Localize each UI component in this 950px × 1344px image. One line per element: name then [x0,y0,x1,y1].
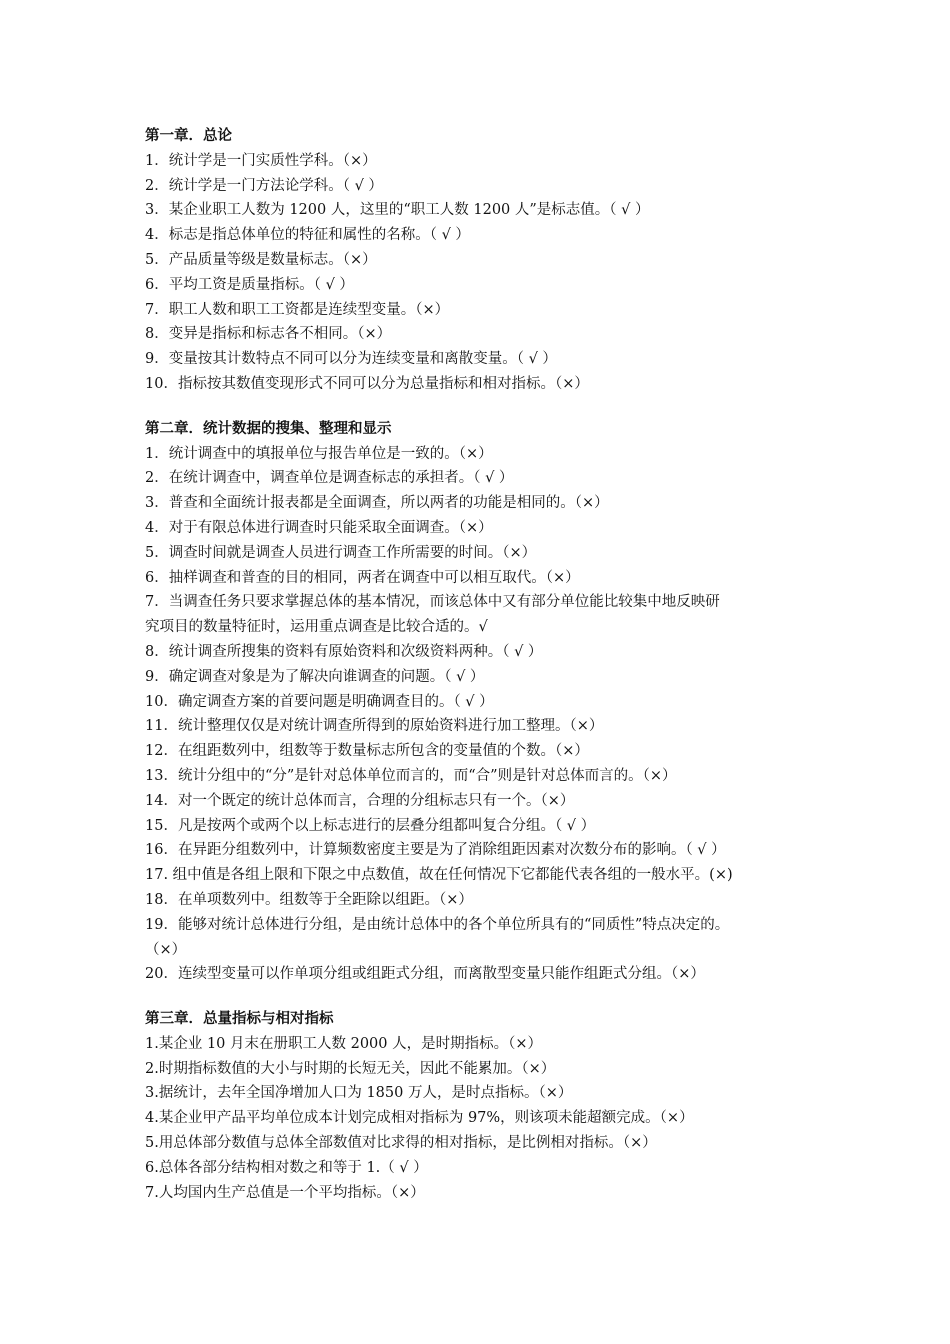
question-item: 11．统计整理仅仅是对统计调查所得到的原始资料进行加工整理。（×） [145,718,604,735]
question-item: 5．产品质量等级是数量标志。（×） [145,251,377,268]
question-item: 15．凡是按两个或两个以上标志进行的层叠分组都叫复合分组。（ √ ） [145,817,596,834]
chapter-section [145,1007,835,1205]
question-item: 6．平均工资是质量指标。（ √ ） [145,276,354,293]
question-item: 7.人均国内生产总值是一个平均指标。（×） [145,1184,425,1201]
question-item: 6．抽样调查和普查的目的相同，两者在调查中可以相互取代。（×） [145,569,580,586]
question-item: 7．当调查任务只要求掌握总体的基本情况，而该总体中又有部分单位能比较集中地反映研 究项目的数量特征时，运用重点调查是比较合适的。√ [145,594,720,636]
question-item: 6.总体各部分结构相对数之和等于 1.（ √ ） [145,1159,428,1176]
question-item: 1．统计调查中的填报单位与报告单位是一致的。（×） [145,445,493,462]
question-item: 1.某企业 10 月末在册职工人数 2000 人，是时期指标。（×） [145,1035,543,1052]
question-item: 1．统计学是一门实质性学科。（×） [145,152,377,169]
question-item: 9．确定调查对象是为了解决向谁调查的问题。（ √ ） [145,668,485,685]
question-item: 8．统计调查所搜集的资料有原始资料和次级资料两种。（ √ ） [145,643,543,660]
question-item: 5.用总体部分数值与总体全部数值对比求得的相对指标，是比例相对指标。（×） [145,1135,657,1152]
question-item: 8．变异是指标和标志各不相同。（×） [145,326,392,343]
question-item: 18．在单项数列中。组数等于全距除以组距。（×） [145,891,473,908]
chapter-section [145,417,835,987]
chapter-title: 第二章．统计数据的搜集、整理和显示 [145,419,392,437]
question-item: 13．统计分组中的“分”是针对总体单位而言的，而“合”则是针对总体而言的。（×） [145,767,677,784]
chapter-section [145,124,835,397]
chapter-title: 第三章．总量指标与相对指标 [145,1010,334,1028]
question-item: 4．对于有限总体进行调查时只能采取全面调查。（×） [145,519,493,536]
question-item: 10．确定调查方案的首要问题是明确调查目的。（ √ ） [145,693,494,710]
question-item: 2．统计学是一门方法论学科。（ √ ） [145,177,383,194]
question-item: 3．某企业职工人数为 1200 人，这里的“职工人数 1200 人”是标志值。（ √ ） [145,202,650,219]
question-item: 2.时期指标数值的大小与时期的长短无关，因此不能累加。（×） [145,1060,556,1077]
question-item: 3．普查和全面统计报表都是全面调查，所以两者的功能是相同的。（×） [145,495,609,512]
question-item: 3.据统计，去年全国净增加人口为 1850 万人，是时点指标。（×） [145,1085,573,1102]
question-item: 10．指标按其数值变现形式不同可以分为总量指标和相对指标。（×） [145,375,589,392]
question-item: 9．变量按其计数特点不同可以分为连续变量和离散变量。（ √ ） [145,351,557,368]
chapter-title: 第一章．总论 [145,127,232,144]
question-item: 4.某企业甲产品平均单位成本计划完成相对指标为 97%，则该项未能超额完成。（×） [145,1110,694,1127]
question-item: 19．能够对统计总体进行分组，是由统计总体中的各个单位所具有的“同质性”特点决定的。 （×） [145,916,730,958]
question-item: 4．标志是指总体单位的特征和属性的名称。（ √ ） [145,227,470,244]
question-item: 20．连续型变量可以作单项分组或组距式分组，而离散型变量只能作组距式分组。（×） [145,966,705,983]
question-item: 2．在统计调查中，调查单位是调查标志的承担者。（ √ ） [145,470,514,487]
question-item: 5．调查时间就是调查人员进行调查工作所需要的时间。（×） [145,544,537,561]
question-item: 7．职工人数和职工工资都是连续型变量。（×） [145,301,450,318]
question-item: 16．在异距分组数列中，计算频数密度主要是为了消除组距因素对次数分布的影响。（ √ ） [145,842,726,859]
question-item: 17. 组中值是各组上限和下限之中点数值，故在任何情况下它都能代表各组的一般水平。(×) [145,867,733,884]
document-body [145,124,835,1225]
question-item: 12．在组距数列中，组数等于数量标志所包含的变量值的个数。（×） [145,743,589,760]
question-item: 14．对一个既定的统计总体而言，合理的分组标志只有一个。（×） [145,792,575,809]
